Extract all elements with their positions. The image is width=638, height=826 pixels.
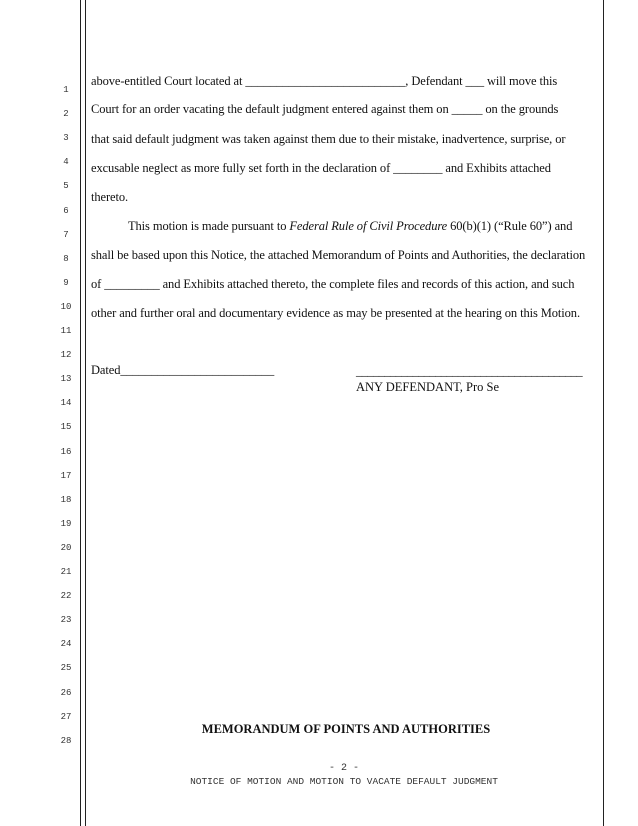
line-number: 27	[60, 711, 72, 722]
line-number: 4	[63, 157, 69, 168]
line-number: 2	[63, 109, 69, 120]
right-margin-line	[603, 0, 604, 826]
signature-line: ________________________________________	[356, 364, 583, 378]
line-number: 22	[60, 591, 72, 602]
paragraph2-line1	[128, 218, 602, 234]
line-number: 1	[63, 85, 69, 95]
left-margin-line	[80, 0, 81, 826]
paragraph1-line3: that said default judgment was taken against them due to their mistake, inadvertence, surprise, or	[91, 132, 566, 146]
line-number: 21	[60, 567, 72, 577]
line-number: 15	[60, 422, 72, 433]
line-number: 10	[60, 301, 72, 312]
line-number: 23	[60, 615, 72, 626]
line-number: 17	[60, 470, 72, 481]
paragraph2-line1-post: 60(b)(1) (“Rule 60”) and	[447, 219, 573, 233]
line-number: 8	[63, 253, 69, 264]
line-number: 11	[60, 326, 72, 336]
signer-name: ANY DEFENDANT, Pro Se	[356, 380, 500, 394]
line-number: 26	[60, 687, 72, 698]
line-number: 13	[60, 374, 72, 385]
line-number: 7	[63, 229, 69, 240]
line-number: 19	[60, 518, 72, 529]
line-number: 9	[63, 277, 69, 288]
left-margin-line-inner	[85, 0, 86, 826]
paragraph1-line4: excusable neglect as more fully set forth in the declaration of ________ and Exhibits attached	[91, 161, 551, 175]
paragraph2-line1-pre: This motion is made pursuant to	[128, 219, 290, 233]
paragraph1-line1: above-entitled Court located at __________________________, Defendant ___ will move this	[91, 74, 558, 88]
paragraph1-line2: Court for an order vacating the default judgment entered against them on _____ on the grounds	[91, 102, 559, 116]
line-number: 6	[63, 205, 69, 216]
line-number: 14	[60, 398, 72, 409]
footer-title: NOTICE OF MOTION AND MOTION TO VACATE DEFAULT JUDGMENT	[190, 776, 498, 787]
line-number: 24	[60, 639, 72, 650]
line-number: 3	[63, 133, 69, 144]
line-number: 20	[60, 542, 72, 553]
line-number: 16	[60, 446, 72, 457]
line-number: 12	[60, 350, 72, 361]
page-number: - 2 -	[328, 763, 359, 774]
line-number: 28	[60, 735, 72, 746]
rule-citation: Federal Rule of Civil Procedure	[289, 219, 448, 233]
paragraph2-line2: shall be based upon this Notice, the attached Memorandum of Points and Authorities, the declaration	[91, 248, 586, 262]
memorandum-heading: MEMORANDUM OF POINTS AND AUTHORITIES	[201, 722, 491, 736]
dated-line: Dated_________________________	[91, 363, 275, 377]
paragraph1-line5: thereto.	[91, 190, 129, 204]
line-number: 18	[60, 494, 72, 505]
paragraph2-line3: of _________ and Exhibits attached thereto, the complete files and records of this action, and such	[91, 277, 575, 291]
line-number: 25	[60, 663, 72, 674]
line-number: 5	[63, 181, 69, 192]
paragraph2-line4: other and further oral and documentary evidence as may be presented at the hearing on this Motion.	[91, 306, 580, 320]
